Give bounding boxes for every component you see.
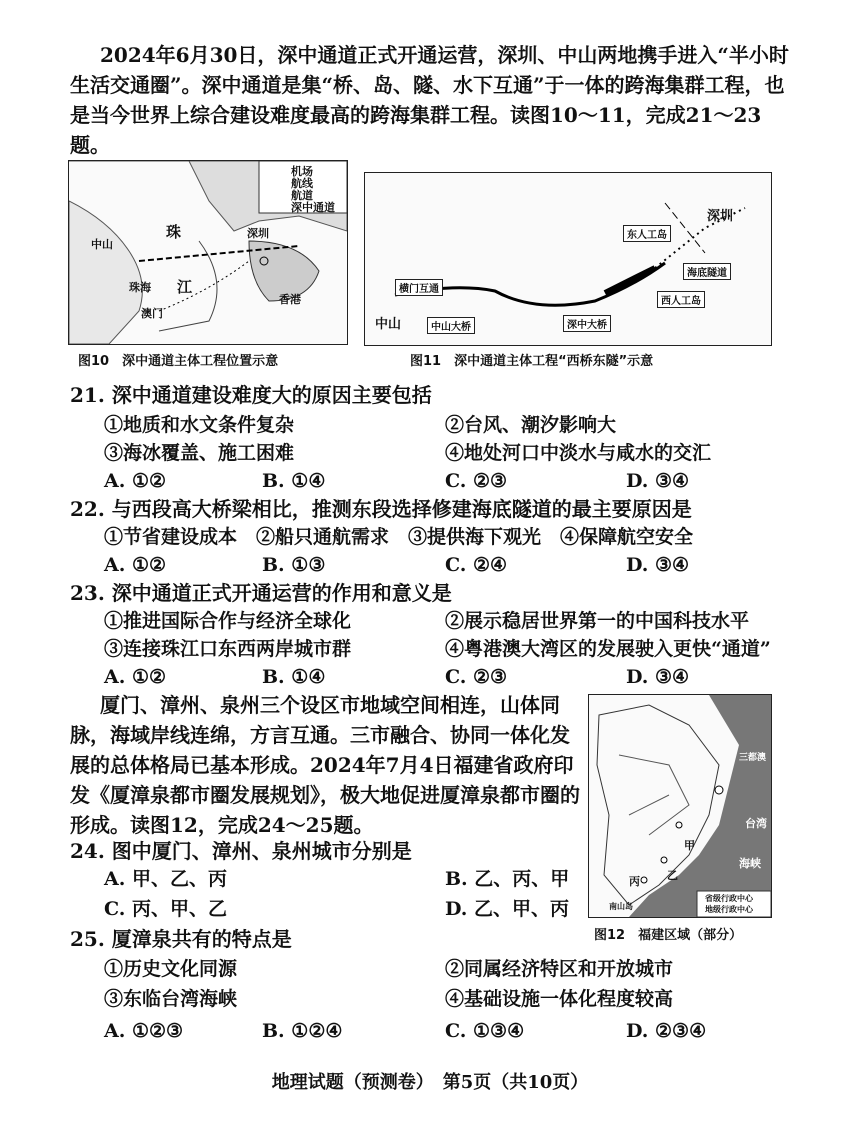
q22-stem: 22. 与西段高大桥梁相比，推测东段选择修建海底隧道的最主要原因是 (70, 497, 692, 521)
q23-item-4: ④粤港澳大湾区的发展驶入更快“通道” (445, 638, 771, 660)
q24-stem: 24. 图中厦门、漳州、泉州城市分别是 (70, 839, 412, 863)
q23-item-2: ②展示稳居世界第一的中国科技水平 (445, 610, 750, 632)
legend-provincial: 省级行政中心 (705, 894, 753, 903)
q25-choice-c[interactable]: C. ①③④ (445, 1020, 525, 1042)
q22-choice-c[interactable]: C. ②④ (445, 554, 508, 576)
q23-choice-d[interactable]: D. ③④ (626, 666, 690, 688)
legend-route: 航线 (291, 177, 313, 190)
figure-12-map (588, 694, 772, 918)
q24-choice-c[interactable]: C. 丙、甲、乙 (104, 898, 228, 920)
q22-choice-a[interactable]: A. ①② (104, 554, 167, 576)
legend-channel: 航道 (291, 189, 313, 202)
q23-item-1: ①推进国际合作与经济全球化 (104, 610, 352, 632)
legend-prefecture: 地级行政中心 (705, 905, 753, 914)
figure-11-caption: 图11 深中通道主体工程“西桥东隧”示意 (410, 354, 654, 369)
label-zhuhai: 珠海 (129, 281, 151, 294)
q23-choice-b[interactable]: B. ①④ (262, 666, 326, 688)
q24-choice-d[interactable]: D. 乙、甲、丙 (445, 898, 570, 920)
q21-choice-b[interactable]: B. ①④ (262, 470, 326, 492)
label-bing: 丙 (629, 875, 640, 888)
label-hongkong: 香港 (279, 293, 301, 306)
label-zhongshan: 中山 (91, 238, 113, 251)
q21-choice-d[interactable]: D. ③④ (626, 470, 690, 492)
label-sandu: 三都澳 (739, 753, 767, 763)
q22-choice-b[interactable]: B. ①③ (262, 554, 326, 576)
q21-item-4: ④地处河口中淡水与咸水的交汇 (445, 442, 712, 464)
q25-item-4: ④基础设施一体化程度较高 (445, 988, 674, 1010)
legend-shenzhong: 深中通道 (291, 201, 335, 214)
legend-airport: 机场 (291, 165, 313, 178)
q25-choice-b[interactable]: B. ①②④ (262, 1020, 343, 1042)
q22-items: ①节省建设成本 ②船只通航需求 ③提供海下观光 ④保障航空安全 (104, 526, 694, 548)
label-yi: 乙 (667, 869, 678, 882)
q21-choice-a[interactable]: A. ①② (104, 470, 167, 492)
label-tunnel: 海底隧道 (683, 263, 731, 280)
q23-stem: 23. 深中通道正式开通运营的作用和意义是 (70, 581, 452, 605)
q23-item-3: ③连接珠江口东西两岸城市群 (104, 638, 352, 660)
q23-choice-a[interactable]: A. ①② (104, 666, 167, 688)
label-west-island: 西人工岛 (657, 291, 705, 308)
q25-stem: 25. 厦漳泉共有的特点是 (70, 927, 292, 951)
figure-10-caption: 图10 深中通道主体工程位置示意 (78, 354, 279, 369)
label-shenzhong-bridge: 深中大桥 (563, 315, 611, 332)
page-footer: 地理试题（预测卷） 第5页（共10页） (271, 1072, 589, 1093)
q21-item-1: ①地质和水文条件复杂 (104, 414, 295, 436)
q23-choice-c[interactable]: C. ②③ (445, 666, 508, 688)
label-shenzhen: 深圳 (247, 227, 269, 240)
q21-stem: 21. 深中通道建设难度大的原因主要包括 (70, 383, 432, 407)
label-zhu: 珠 (166, 223, 182, 241)
passage-2: 厦门、漳州、泉州三个设区市地域空间相连，山体同脉，海域岸线连绵，方言互通。三市融合、协同一体化发展的总体格局已基本形成。2024年7月4日福建省政府印发《厦漳泉都市圈发展规划》，极大地促进厦漳泉都市圈的形成。读图12，完成24～25题。 (70, 693, 580, 837)
figure-10-map (68, 160, 348, 345)
q24-choice-a[interactable]: A. 甲、乙、丙 (104, 868, 227, 890)
q25-item-1: ①历史文化同源 (104, 958, 238, 980)
figure-12-svg (589, 695, 771, 917)
label-zhongshan-11: 中山 (375, 317, 402, 332)
label-east-island: 东人工岛 (623, 225, 671, 242)
label-taiwan: 台湾 (745, 817, 767, 830)
q25-choice-a[interactable]: A. ①②③ (104, 1020, 184, 1042)
figure-12-caption: 图12 福建区域（部分） (594, 928, 743, 943)
label-zhongshan-bridge: 中山大桥 (427, 317, 475, 334)
label-shenzhen-11: 深圳 (707, 209, 734, 224)
label-haixia: 海峡 (739, 857, 761, 870)
q25-item-3: ③东临台湾海峡 (104, 988, 238, 1010)
intro-paragraph: 2024年6月30日，深中通道正式开通运营，深圳、中山两地携手进入“半小时生活交通圈”。深中通道是集“桥、岛、隧、水下互通”于一体的跨海集群工程，也是当今世界上综合建设难度最高的跨海集群工程。读图10～11，完成21～23题。 (70, 43, 789, 157)
q22-choice-d[interactable]: D. ③④ (626, 554, 690, 576)
label-hengmen: 横门互通 (395, 279, 443, 296)
figure-11-map (364, 172, 772, 346)
label-jia: 甲 (684, 839, 695, 852)
q21-item-3: ③海冰覆盖、施工困难 (104, 442, 295, 464)
q24-choice-b[interactable]: B. 乙、丙、甲 (445, 868, 570, 890)
label-aomen: 澳门 (141, 307, 163, 320)
q25-item-2: ②同属经济特区和开放城市 (445, 958, 674, 980)
q25-choice-d[interactable]: D. ②③④ (626, 1020, 707, 1042)
label-nanshan: 南山岛 (609, 902, 633, 911)
label-jiang: 江 (177, 278, 193, 296)
q21-choice-c[interactable]: C. ②③ (445, 470, 508, 492)
q21-item-2: ②台风、潮汐影响大 (445, 414, 617, 436)
